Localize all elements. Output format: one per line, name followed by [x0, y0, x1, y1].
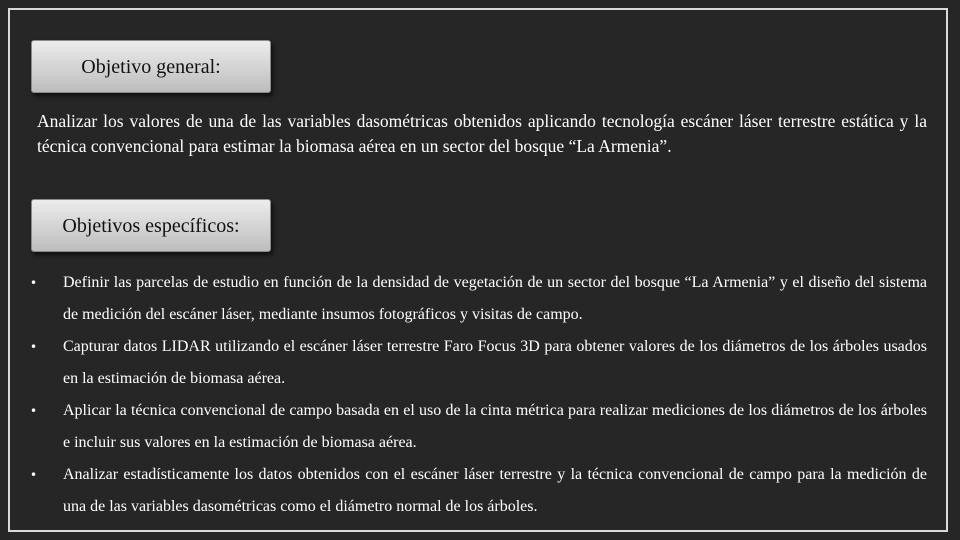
objective-text: Analizar estadísticamente los datos obtenidos con el escáner láser terrestre y la técnica convencional de campo para la medición de una de las variables dasométricas como el diámetro normal de los árboles. — [63, 466, 927, 515]
objective-item — [30, 395, 927, 459]
specific-objectives-list — [30, 267, 927, 523]
objective-text: Capturar datos LIDAR utilizando el escáner láser terrestre Faro Focus 3D para obtener valores de los diámetros de los árboles usados en la estimación de biomasa aérea. — [63, 338, 927, 387]
objective-text: Definir las parcelas de estudio en función de la densidad de vegetación de un sector del bosque “La Armenia” y el diseño del sistema de medición del escáner láser, mediante insumos fotográficos y visitas de campo. — [63, 274, 927, 323]
general-objective-heading-label: Objetivo general: — [81, 55, 221, 78]
general-objective-heading — [31, 40, 271, 93]
objective-text: Aplicar la técnica convencional de campo basada en el uso de la cinta métrica para realizar mediciones de los diámetros de los árboles e incluir sus valores en la estimación de biomasa aérea. — [63, 402, 927, 451]
bullet-icon: • — [30, 276, 38, 290]
objective-item — [30, 267, 927, 331]
objective-item — [30, 459, 927, 523]
specific-objectives-heading — [31, 199, 271, 252]
bullet-icon: • — [30, 340, 38, 354]
general-objective-text: Analizar los valores de una de las variables dasométricas obtenidos aplicando tecnología escáner láser terrestre estática y la técnica convencional para estimar la biomasa aérea en un sector del bosque “La Armenia”. — [37, 111, 927, 156]
bullet-icon: • — [30, 468, 38, 482]
objective-item — [30, 331, 927, 395]
bullet-icon: • — [30, 404, 38, 418]
specific-objectives-heading-label: Objetivos específicos: — [62, 214, 240, 237]
